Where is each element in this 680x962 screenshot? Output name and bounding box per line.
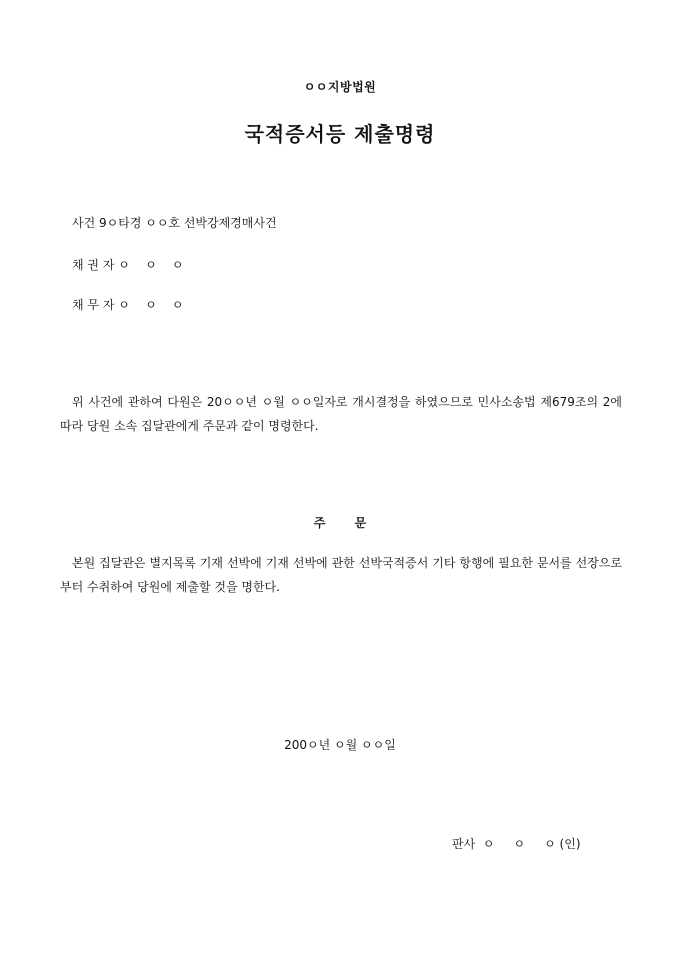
creditor-line: 채 권 자 ㅇ ㅇ ㅇ bbox=[72, 258, 184, 272]
body-paragraph: 위 사건에 관하여 다원은 20ㅇㅇ년 ㅇ월 ㅇㅇ일자로 개시결정을 하였으므로 민사소송법 제679조의 2에 따라 당원 소속 집달관에게 주문과 같이 명령한다. bbox=[60, 395, 622, 433]
order-date: 200ㅇ년 ㅇ월 ㅇㅇ일 bbox=[284, 738, 396, 752]
document-title: 국적증서등 제출명령 bbox=[244, 122, 436, 146]
court-name: ㅇㅇ지방법원 bbox=[303, 80, 377, 94]
judge-signature: 판사 ㅇ ㅇ ㅇ (인) bbox=[452, 837, 581, 851]
case-line: 사건 9ㅇ타경 ㅇㅇ호 선박강제경매사건 bbox=[72, 216, 277, 230]
order-paragraph: 본원 집달관은 별지목록 기재 선박에 기재 선박에 관한 선박국적증서 기타 항행에 필요한 문서를 선장으로부터 수취하여 당원에 제출할 것을 명한다. bbox=[60, 556, 622, 594]
order-heading: 주 문 bbox=[313, 516, 367, 530]
debtor-line: 채 무 자 ㅇ ㅇ ㅇ bbox=[72, 298, 184, 312]
